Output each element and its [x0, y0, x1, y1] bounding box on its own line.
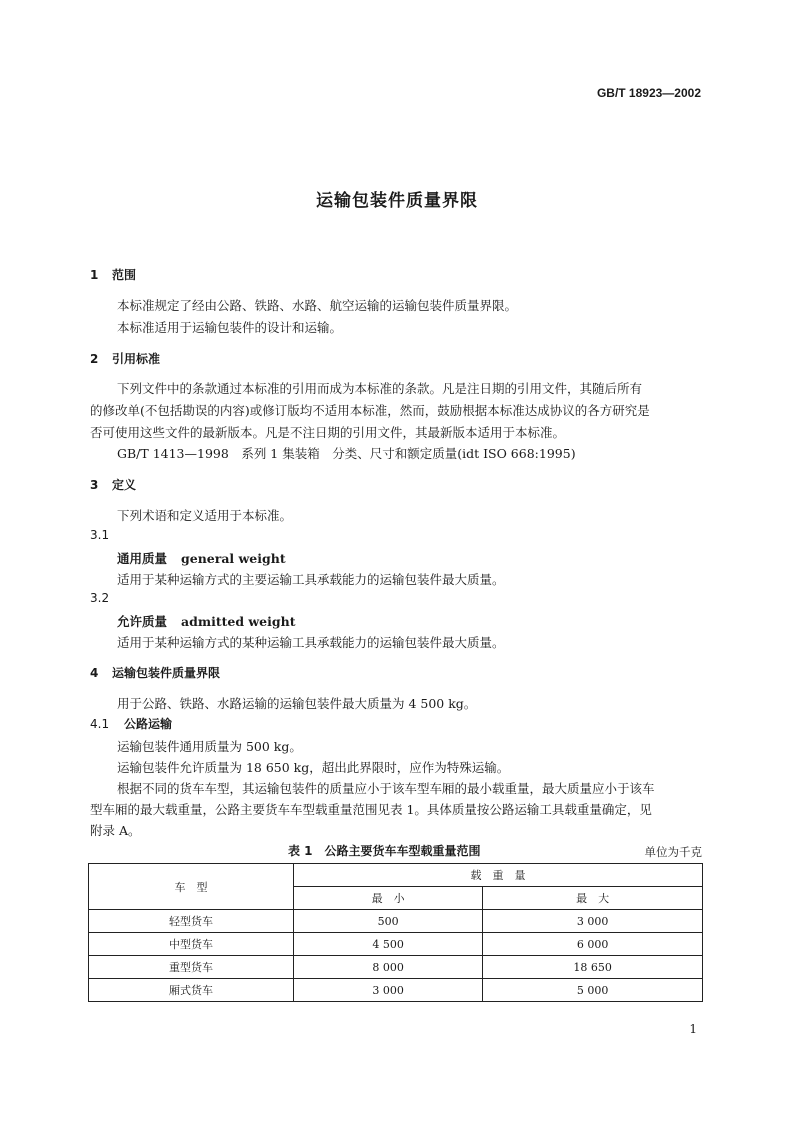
page-number: 1 [689, 1022, 697, 1036]
section-title: 定义 [112, 478, 137, 492]
table-row [89, 956, 703, 979]
section-1-heading [90, 266, 136, 283]
header-load-capacity: 载 重 量 [294, 864, 703, 887]
section-number: 1 [90, 268, 99, 282]
definition: 适用于某种运输方式的主要运输工具承载能力的运输包装件最大质量。 [117, 572, 505, 587]
section-title: 引用标准 [112, 352, 161, 366]
term-zh: 允许质量 [117, 614, 168, 629]
clause-number: 3.1 [90, 528, 110, 542]
definition: 适用于某种运输方式的某种运输工具承载能力的运输包装件最大质量。 [117, 635, 505, 650]
table-row [89, 979, 703, 1002]
subsection-4-1-heading [90, 715, 172, 732]
paragraph-line: 根据不同的货车车型，其运输包装件的质量应小于该车型车厢的最小载重量，最大质量应小于该车 [117, 781, 655, 796]
section-2-heading [90, 350, 160, 367]
max-load-cell: 18 650 [483, 956, 703, 979]
paragraph: 本标准适用于运输包装件的设计和运输。 [117, 320, 343, 335]
term-zh: 通用质量 [117, 551, 168, 566]
section-title: 范围 [112, 268, 137, 282]
vehicle-type-cell: 轻型货车 [89, 910, 294, 933]
term-general-weight [117, 549, 286, 567]
vehicle-type-cell: 重型货车 [89, 956, 294, 979]
paragraph: 运输包装件允许质量为 18 650 kg，超出此界限时，应作为特殊运输。 [117, 760, 510, 775]
header-vehicle-type: 车 型 [89, 864, 294, 910]
paragraph-line: 下列文件中的条款通过本标准的引用而成为本标准的条款。凡是注日期的引用文件，其随后所有 [117, 381, 643, 396]
min-load-cell: 4 500 [294, 933, 483, 956]
load-capacity-table [88, 863, 703, 1002]
term-en: general weight [181, 551, 286, 566]
paragraph: 用于公路、铁路、水路运输的运输包装件最大质量为 4 500 kg。 [117, 696, 477, 711]
subsection-number: 4.1 [90, 717, 110, 731]
table-caption: 表 1 公路主要货车车型载重量范围 [288, 844, 481, 858]
max-load-cell: 5 000 [483, 979, 703, 1002]
paragraph: 下列术语和定义适用于本标准。 [117, 508, 293, 523]
max-load-cell: 3 000 [483, 910, 703, 933]
min-load-cell: 8 000 [294, 956, 483, 979]
header-min: 最 小 [294, 887, 483, 910]
section-number: 3 [90, 478, 99, 492]
section-number: 4 [90, 666, 99, 680]
vehicle-type-cell: 中型货车 [89, 933, 294, 956]
section-4-heading [90, 664, 220, 681]
standard-code: GB/T 18923—2002 [596, 86, 701, 100]
term-admitted-weight [117, 612, 296, 630]
section-title: 运输包装件质量界限 [112, 666, 221, 680]
paragraph-line: 的修改单(不包括勘误的内容)或修订版均不适用本标准，然而，鼓励根据本标准达成协议的各方研究是 [90, 403, 650, 418]
paragraph: 本标准规定了经由公路、铁路、水路、航空运输的运输包装件质量界限。 [117, 298, 518, 313]
clause-number: 3.2 [90, 591, 110, 605]
section-number: 2 [90, 352, 99, 366]
header-max: 最 大 [483, 887, 703, 910]
min-load-cell: 3 000 [294, 979, 483, 1002]
paragraph-line: 否可使用这些文件的最新版本。凡是不注日期的引用文件，其最新版本适用于本标准。 [90, 425, 566, 440]
max-load-cell: 6 000 [483, 933, 703, 956]
normative-reference: GB/T 1413—1998 系列 1 集装箱 分类、尺寸和额定质量(idt ISO 668:1995) [117, 446, 576, 461]
paragraph-line: 型车厢的最大载重量，公路主要货车车型载重量范围见表 1。具体质量按公路运输工具载重量确定，见 [90, 802, 652, 817]
term-en: admitted weight [181, 614, 296, 629]
min-load-cell: 500 [294, 910, 483, 933]
vehicle-type-cell: 厢式货车 [89, 979, 294, 1002]
table-row [89, 910, 703, 933]
section-3-heading [90, 476, 136, 493]
table-unit: 单位为千克 [644, 845, 702, 859]
subsection-title: 公路运输 [124, 717, 173, 731]
table-row [89, 933, 703, 956]
document-title: 运输包装件质量界限 [316, 191, 478, 211]
paragraph-line: 附录 A。 [90, 823, 141, 838]
paragraph: 运输包装件通用质量为 500 kg。 [117, 739, 302, 754]
